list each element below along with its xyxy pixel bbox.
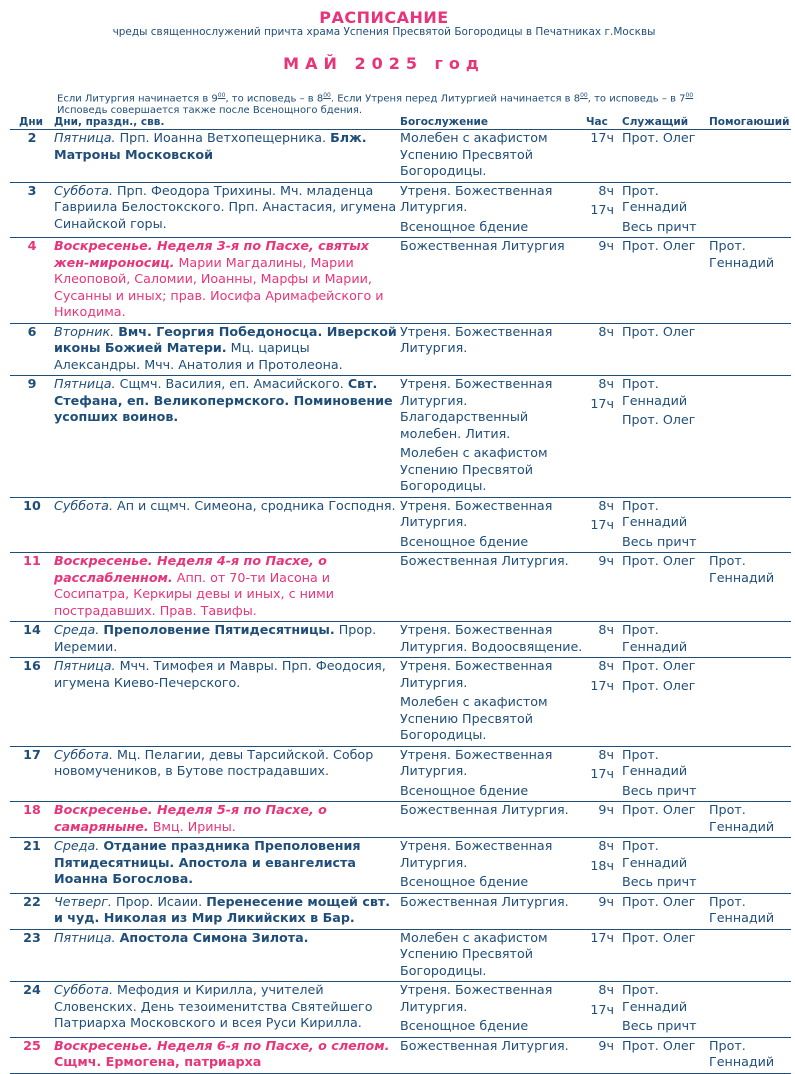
helping-priest: Прот. Геннадий bbox=[709, 553, 775, 585]
helping-priest bbox=[709, 202, 791, 218]
feast-cell bbox=[52, 746, 398, 802]
service-hour: 8ч bbox=[598, 182, 614, 198]
serving-priest: Весь причт bbox=[622, 874, 697, 889]
feast-cell bbox=[52, 929, 398, 982]
helping-priest bbox=[709, 376, 791, 392]
feast-cell bbox=[52, 238, 398, 324]
helping-priest-cell bbox=[707, 982, 791, 1038]
helping-priest bbox=[709, 677, 791, 693]
service-name-cell bbox=[398, 238, 584, 324]
feast-text: Среда. bbox=[54, 622, 100, 637]
note-sup: 00 bbox=[323, 92, 331, 99]
day-number: 2 bbox=[10, 130, 52, 183]
serving-priest-cell bbox=[620, 622, 707, 658]
helping-priest-cell bbox=[707, 802, 791, 838]
service-hour: 18ч bbox=[590, 857, 614, 873]
helping-priest-cell bbox=[707, 238, 791, 324]
serving-priest-cell bbox=[620, 323, 707, 376]
serving-priest-cell bbox=[620, 746, 707, 802]
service-hour-cell bbox=[584, 323, 620, 376]
serving-priest: Прот. Геннадий bbox=[622, 497, 688, 529]
feast-cell bbox=[52, 130, 398, 183]
day-number: 22 bbox=[10, 893, 52, 929]
service-hour: 9ч bbox=[598, 802, 614, 817]
service-name: Всенощное бдение bbox=[400, 533, 529, 549]
service-name: Молебен с акафистом Успению Пресвятой Богородицы. bbox=[400, 445, 548, 493]
feast-text: Мц. Пелагии, девы Тарсийской. Собор новомучеников, в Бутове пострадавших. bbox=[54, 746, 374, 778]
service-name: Утреня. Божественная Литургия. bbox=[400, 746, 553, 778]
feast-text: Прп. Феодора Трихины. Мч. младенца Гавриила Белостокского. Прп. Анастасия, игумена Синайской горы. bbox=[54, 182, 397, 231]
service-hour: 8ч bbox=[598, 838, 614, 853]
helping-priest: Прот. Геннадий bbox=[709, 1037, 775, 1069]
serving-priest: Прот. Олег bbox=[622, 802, 696, 817]
feast-cell bbox=[52, 553, 398, 622]
service-hour: 17ч bbox=[590, 395, 614, 411]
service-hour-cell bbox=[584, 1037, 620, 1073]
table-row bbox=[10, 982, 791, 1038]
day-number: 21 bbox=[10, 838, 52, 894]
helping-priest-cell bbox=[707, 746, 791, 802]
col-header-feast: Дни, праздн., свв. bbox=[52, 116, 398, 130]
serving-priest-cell bbox=[620, 802, 707, 838]
feast-text: Мефодия и Кирилла, учителей Словенских. День тезоименитства Святейшего Патриарха Московского и всея Руси Кирилла. bbox=[54, 982, 373, 1030]
feast-text: Апп. от 70-ти Иасона и Сосипатра, Керкиры девы и иных, с ними пострадавших. Прав. Тавифы. bbox=[54, 569, 334, 618]
table-row bbox=[10, 658, 791, 747]
helping-priest bbox=[709, 857, 791, 873]
day-number: 23 bbox=[10, 929, 52, 982]
feast-text: Ап и сщмч. Симеона, сродника Господня. bbox=[112, 497, 396, 513]
service-name: Всенощное бдение bbox=[400, 1018, 529, 1033]
helping-priest bbox=[709, 658, 791, 674]
feast-cell bbox=[52, 893, 398, 929]
feast-cell bbox=[52, 323, 398, 376]
day-number: 9 bbox=[10, 376, 52, 498]
feast-text: Марии Магдалины, Марии Клеоповой, Саломии, Иоанны, Марфы и Марии, Сусанны и иных; прав. Иосифа Аримафейского и Никодима. bbox=[54, 254, 384, 319]
serving-priest: Прот. Геннадий bbox=[622, 376, 688, 408]
feast-text: Вмч. Георгия Победоносца. Иверской иконы Божией Матери. bbox=[54, 323, 397, 355]
service-hour-cell bbox=[584, 622, 620, 658]
helping-priest: Прот. Геннадий bbox=[709, 893, 775, 925]
feast-text: Среда. bbox=[54, 838, 100, 853]
serving-priest: Прот. Олег bbox=[622, 553, 696, 568]
day-number: 18 bbox=[10, 802, 52, 838]
note-text: , то исповедь – в 7 bbox=[587, 93, 686, 105]
feast-text: Суббота. bbox=[54, 746, 113, 762]
serving-priest: Прот. Геннадий bbox=[622, 838, 688, 870]
table-row bbox=[10, 929, 791, 982]
service-name: Всенощное бдение bbox=[400, 782, 529, 798]
serving-priest: Прот. Олег bbox=[622, 323, 696, 339]
serving-priest: Весь причт bbox=[622, 218, 697, 234]
feast-text: Сщмч. Ермогена, патриарха bbox=[54, 1054, 262, 1069]
day-number: 16 bbox=[10, 658, 52, 747]
table-row bbox=[10, 802, 791, 838]
feast-text: Пятница. bbox=[54, 658, 116, 673]
table-row bbox=[10, 838, 791, 894]
feast-text: Суббота. bbox=[54, 182, 113, 198]
service-name-cell bbox=[398, 553, 584, 622]
helping-priest bbox=[709, 517, 791, 533]
service-name-cell bbox=[398, 622, 584, 658]
day-number: 25 bbox=[10, 1037, 52, 1073]
service-hour: 8ч bbox=[598, 658, 614, 673]
table-row bbox=[10, 746, 791, 802]
feast-text: Пятница. bbox=[54, 376, 116, 391]
feast-text: Пятница. bbox=[54, 130, 116, 145]
serving-priest: Прот. Геннадий bbox=[622, 182, 688, 214]
day-number: 4 bbox=[10, 238, 52, 324]
service-name: Божественная Литургия. bbox=[400, 553, 569, 568]
feast-text: Преполовение Пятидесятницы. bbox=[103, 622, 335, 637]
service-hour: 17ч bbox=[590, 1001, 614, 1017]
service-hour-cell bbox=[584, 130, 620, 183]
serving-priest: Прот. Олег bbox=[622, 658, 696, 673]
day-number: 3 bbox=[10, 182, 52, 238]
service-hour-cell bbox=[584, 553, 620, 622]
helping-priest bbox=[709, 838, 791, 854]
table-row bbox=[10, 893, 791, 929]
feast-text: Перенесение мощей свт. и чуд. Николая из Мир Ликийских в Бар. bbox=[54, 893, 391, 925]
service-hour-cell bbox=[584, 893, 620, 929]
table-row bbox=[10, 497, 791, 553]
service-hour-cell bbox=[584, 376, 620, 498]
serving-priest: Прот. Олег bbox=[622, 130, 696, 145]
service-name: Утреня. Божественная Литургия. bbox=[400, 982, 553, 1014]
service-name-cell bbox=[398, 893, 584, 929]
service-name-cell bbox=[398, 182, 584, 238]
helping-priest-cell bbox=[707, 130, 791, 183]
service-name-cell bbox=[398, 746, 584, 802]
feast-text: Прп. Иоанна Ветхопещерника. bbox=[115, 130, 331, 145]
feast-cell bbox=[52, 658, 398, 747]
note-sup: 00 bbox=[685, 92, 694, 99]
table-row bbox=[10, 1037, 791, 1073]
serving-priest-cell bbox=[620, 130, 707, 183]
day-number: 24 bbox=[10, 982, 52, 1038]
feast-text: Прор. Исаии. bbox=[111, 893, 207, 909]
note-sup: 00 bbox=[217, 92, 226, 99]
feast-text: Четверг. bbox=[54, 893, 112, 909]
table-row bbox=[10, 376, 791, 498]
helping-priest bbox=[709, 130, 791, 146]
helping-priest-cell bbox=[707, 323, 791, 376]
feast-cell bbox=[52, 497, 398, 553]
serving-priest-cell bbox=[620, 238, 707, 324]
service-hour-cell bbox=[584, 658, 620, 747]
feast-cell bbox=[52, 838, 398, 894]
col-header-serving: Служащий bbox=[620, 116, 707, 130]
helping-priest-cell bbox=[707, 929, 791, 982]
feast-text: Воскресенье. Неделя 3-я по Пасхе, святых жен-мироносиц. bbox=[54, 238, 369, 270]
helping-priest bbox=[709, 498, 791, 514]
page-subtitle: чреды священнослужений причта храма Успения Пресвятой Богородицы в Печатниках г.Москвы bbox=[112, 26, 656, 38]
feast-text: Прор. Иеремии. bbox=[54, 622, 377, 654]
feast-cell bbox=[52, 182, 398, 238]
helping-priest-cell bbox=[707, 622, 791, 658]
feast-text: Воскресенье. Неделя 4-я по Пасхе, о расслабленном. bbox=[54, 553, 327, 585]
helping-priest bbox=[709, 982, 791, 998]
serving-priest-cell bbox=[620, 376, 707, 498]
feast-text: Воскресенье. Неделя 6-я по Пасхе, о слепом. bbox=[54, 1037, 390, 1053]
table-row bbox=[10, 182, 791, 238]
service-hour-cell bbox=[584, 982, 620, 1038]
service-name-cell bbox=[398, 130, 584, 183]
service-name: Утреня. Божественная Литургия. bbox=[400, 838, 553, 870]
note-text: . Если Утреня перед Литургией начинается в 8 bbox=[330, 93, 581, 105]
col-header-helping: Помогаюший bbox=[709, 116, 790, 128]
helping-priest bbox=[709, 747, 791, 763]
helping-priest bbox=[709, 622, 791, 638]
feast-text: Суббота. bbox=[54, 497, 113, 513]
service-name: Молебен с акафистом Успению Пресвятой Богородицы. bbox=[400, 929, 548, 978]
service-hour: 17ч bbox=[590, 677, 614, 693]
serving-priest: Прот. Геннадий bbox=[622, 746, 688, 778]
service-hour: 17ч bbox=[590, 929, 614, 945]
service-name: Всенощное бдение bbox=[400, 218, 529, 234]
service-hour: 9ч bbox=[598, 553, 614, 568]
confession-note bbox=[57, 90, 693, 117]
serving-priest-cell bbox=[620, 658, 707, 747]
service-name: Утреня. Божественная Литургия. Благодарственный молебен. Лития. bbox=[400, 376, 553, 441]
serving-priest: Прот. Олег bbox=[622, 929, 696, 945]
service-name-cell bbox=[398, 1037, 584, 1073]
serving-priest-cell bbox=[620, 1037, 707, 1073]
serving-priest: Прот. Олег bbox=[622, 238, 696, 253]
service-hour: 17ч bbox=[590, 202, 614, 217]
serving-priest: Весь причт bbox=[622, 1018, 697, 1033]
service-name: Утреня. Божественная Литургия. Водоосвящение. bbox=[400, 622, 583, 654]
feast-text: Пятница. bbox=[54, 929, 116, 945]
serving-priest: Прот. Олег bbox=[622, 412, 696, 427]
table-row bbox=[10, 323, 791, 376]
col-header-service: Богослужение bbox=[398, 116, 584, 130]
helping-priest bbox=[709, 395, 791, 411]
table-row bbox=[10, 238, 791, 324]
feast-text: Свт. Стефана, еп. Великопермского. Поминовение усопших воинов. bbox=[54, 376, 393, 424]
helping-priest-cell bbox=[707, 376, 791, 498]
schedule-table bbox=[10, 116, 791, 1074]
serving-priest: Весь причт bbox=[622, 782, 697, 798]
day-number: 14 bbox=[10, 622, 52, 658]
feast-text: Апостола Симона Зилота. bbox=[119, 929, 309, 945]
note-line-1 bbox=[57, 90, 693, 105]
service-name-cell bbox=[398, 376, 584, 498]
service-hour: 9ч bbox=[598, 893, 614, 909]
day-number: 10 bbox=[10, 497, 52, 553]
schedule-rows bbox=[10, 130, 791, 1074]
service-name-cell bbox=[398, 929, 584, 982]
serving-priest: Прот. Геннадий bbox=[622, 982, 688, 1014]
helping-priest bbox=[709, 766, 791, 782]
note-line-2: Исповедь совершается также после Всенощного бдения. bbox=[57, 105, 363, 117]
month-heading: МАЙ 2025 год bbox=[283, 54, 485, 73]
helping-priest bbox=[709, 183, 791, 199]
service-hour-cell bbox=[584, 497, 620, 553]
service-name: Молебен с акафистом Успению Пресвятой Богородицы. bbox=[400, 694, 548, 742]
helping-priest bbox=[709, 930, 791, 946]
helping-priest: Прот. Геннадий bbox=[709, 238, 775, 270]
service-hour: 8ч bbox=[598, 746, 614, 762]
helping-priest-cell bbox=[707, 553, 791, 622]
table-row bbox=[10, 622, 791, 658]
feast-text: Воскресенье. Неделя 5-я по Пасхе, о самаряныне. bbox=[54, 802, 327, 834]
service-hour-cell bbox=[584, 238, 620, 324]
service-hour: 9ч bbox=[598, 238, 614, 253]
serving-priest: Прот. Олег bbox=[622, 677, 696, 693]
service-name-cell bbox=[398, 497, 584, 553]
helping-priest-cell bbox=[707, 497, 791, 553]
serving-priest-cell bbox=[620, 838, 707, 894]
service-hour: 17ч bbox=[590, 766, 614, 781]
service-name: Утреня. Божественная Литургия. bbox=[400, 182, 553, 214]
feast-text: Отдание праздника Преполовения Пятидесятницы. Апостола и евангелиста Иоанна Богослова. bbox=[54, 838, 361, 886]
service-name: Всенощное бдение bbox=[400, 874, 529, 889]
serving-priest-cell bbox=[620, 553, 707, 622]
service-name: Утреня. Божественная Литургия. bbox=[400, 658, 553, 690]
service-hour: 17ч bbox=[590, 130, 614, 145]
day-number: 6 bbox=[10, 323, 52, 376]
service-name: Утреня. Божественная Литургия. bbox=[400, 497, 553, 529]
helping-priest bbox=[709, 324, 791, 340]
helping-priest bbox=[709, 1001, 791, 1017]
helping-priest: Прот. Геннадий bbox=[709, 802, 775, 834]
feast-text: Суббота. bbox=[54, 982, 113, 997]
note-sup: 00 bbox=[580, 92, 588, 99]
service-hour-cell bbox=[584, 746, 620, 802]
feast-cell bbox=[52, 1037, 398, 1073]
feast-text: Мчч. Тимофея и Мавры. Прп. Феодосия, игумена Киево-Печерского. bbox=[54, 658, 386, 690]
helping-priest-cell bbox=[707, 658, 791, 747]
service-name-cell bbox=[398, 838, 584, 894]
feast-text: Блж. Матроны Московской bbox=[54, 130, 367, 162]
service-name: Божественная Литургия. bbox=[400, 802, 569, 817]
note-text: Если Литургия начинается в 9 bbox=[57, 93, 218, 105]
note-text: , то исповедь – в 8 bbox=[225, 93, 324, 105]
service-name-cell bbox=[398, 802, 584, 838]
table-row bbox=[10, 130, 791, 183]
serving-priest-cell bbox=[620, 182, 707, 238]
service-hour-cell bbox=[584, 802, 620, 838]
serving-priest: Прот. Олег bbox=[622, 1037, 696, 1053]
serving-priest: Прот. Олег bbox=[622, 893, 696, 909]
col-header-day: Дни bbox=[10, 116, 52, 130]
service-name: Божественная Литургия bbox=[400, 238, 565, 253]
feast-text: Вмц. Ирины. bbox=[148, 818, 236, 834]
service-hour: 8ч bbox=[598, 323, 614, 339]
feast-text: Мц. царицы Александры. Мчч. Анатолия и Протолеона. bbox=[54, 340, 343, 372]
serving-priest-cell bbox=[620, 893, 707, 929]
day-number: 11 bbox=[10, 553, 52, 622]
service-name: Божественная Литургия. bbox=[400, 1037, 569, 1053]
helping-priest-cell bbox=[707, 182, 791, 238]
col-header-hour: Час bbox=[584, 116, 620, 130]
serving-priest-cell bbox=[620, 982, 707, 1038]
serving-priest-cell bbox=[620, 497, 707, 553]
serving-priest-cell bbox=[620, 929, 707, 982]
feast-text: Сщмч. Василия, еп. Амасийского. bbox=[115, 376, 348, 391]
service-name: Утреня. Божественная Литургия. bbox=[400, 323, 553, 355]
feast-cell bbox=[52, 982, 398, 1038]
helping-priest-cell bbox=[707, 838, 791, 894]
feast-cell bbox=[52, 622, 398, 658]
feast-cell bbox=[52, 802, 398, 838]
service-name-cell bbox=[398, 982, 584, 1038]
service-name-cell bbox=[398, 658, 584, 747]
service-hour-cell bbox=[584, 838, 620, 894]
service-hour: 8ч bbox=[598, 622, 614, 637]
service-hour: 8ч bbox=[598, 982, 614, 997]
service-name-cell bbox=[398, 323, 584, 376]
page-title: РАСПИСАНИЕ bbox=[319, 8, 449, 27]
table-header-row bbox=[10, 116, 791, 130]
table-row bbox=[10, 553, 791, 622]
service-hour-cell bbox=[584, 182, 620, 238]
helping-priest-cell bbox=[707, 893, 791, 929]
service-name: Молебен с акафистом Успению Пресвятой Богородицы. bbox=[400, 130, 548, 178]
serving-priest: Весь причт bbox=[622, 533, 697, 549]
service-hour: 9ч bbox=[598, 1037, 614, 1053]
service-hour: 8ч bbox=[598, 376, 614, 391]
service-name: Божественная Литургия. bbox=[400, 893, 569, 909]
day-number: 17 bbox=[10, 746, 52, 802]
feast-text: Вторник. bbox=[54, 323, 115, 339]
serving-priest: Прот. Геннадий bbox=[622, 622, 688, 654]
service-hour-cell bbox=[584, 929, 620, 982]
service-hour: 8ч bbox=[598, 497, 614, 513]
feast-cell bbox=[52, 376, 398, 498]
service-hour: 17ч bbox=[590, 517, 614, 532]
helping-priest-cell bbox=[707, 1037, 791, 1073]
